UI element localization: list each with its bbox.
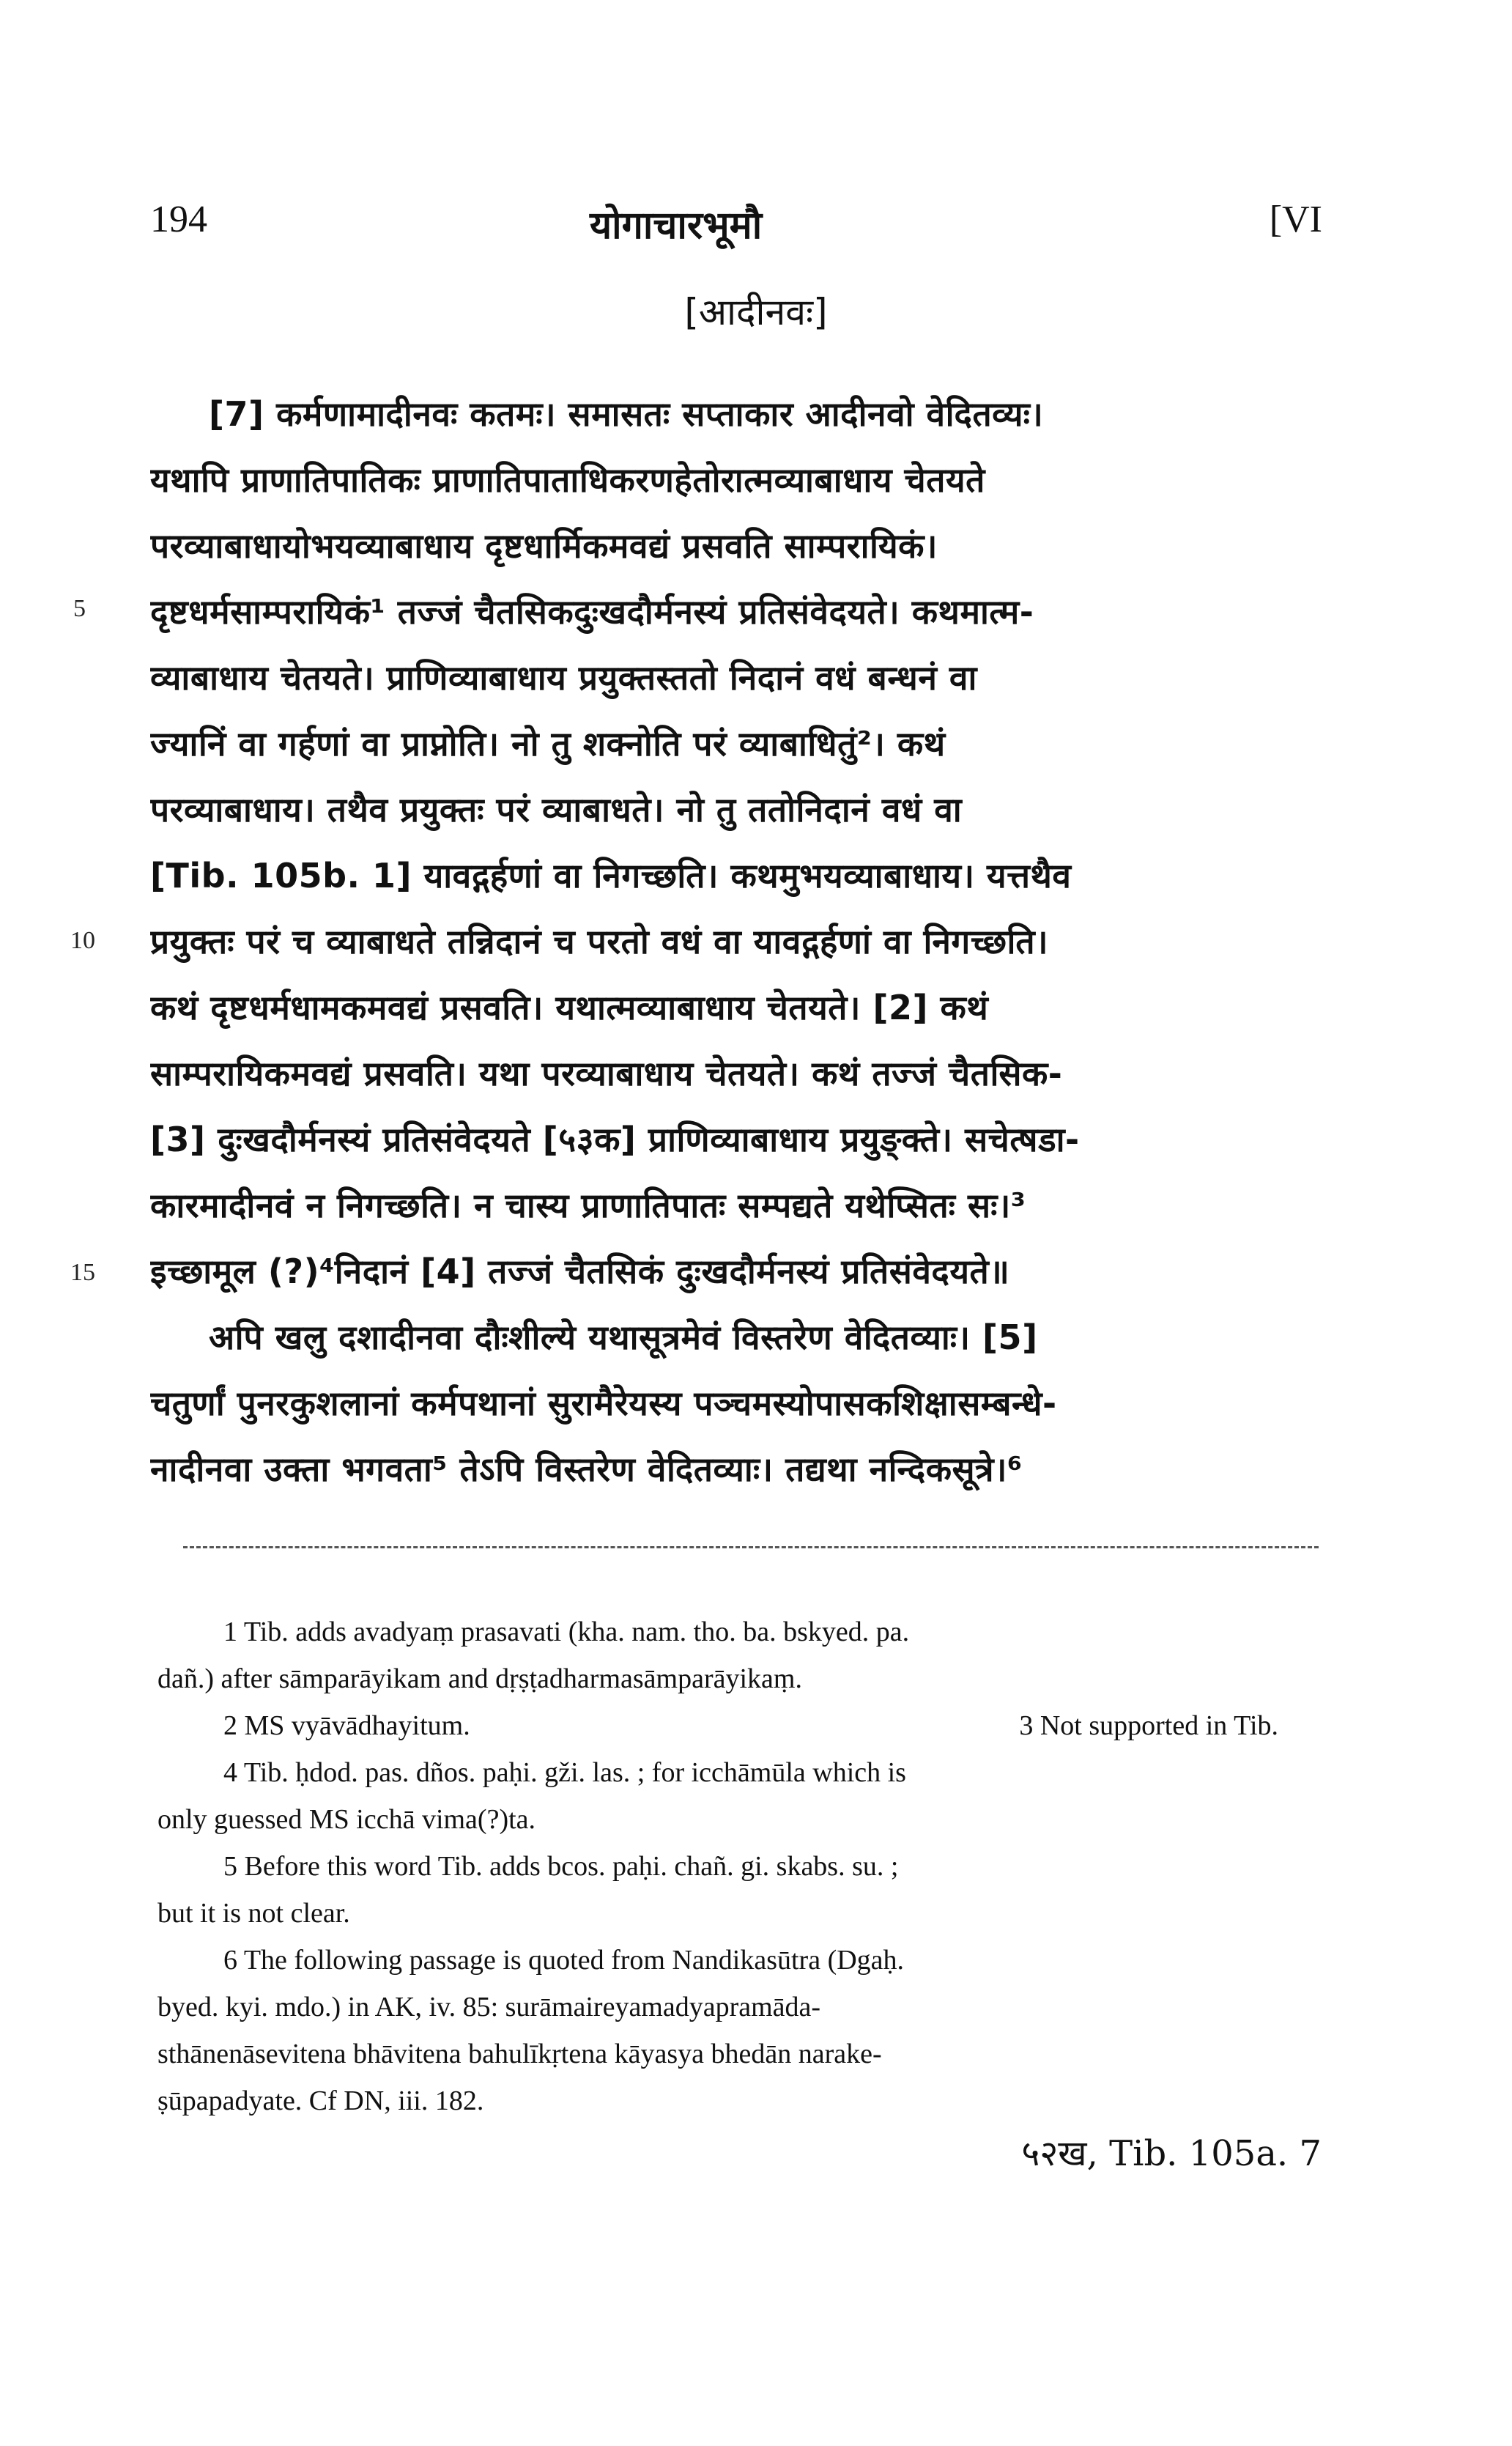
- text-line: नादीनवा उक्ता भगवता⁵ तेऽपि विस्तरेण वेदितव्याः। तद्यथा नन्दिकसूत्रे।⁶: [150, 1449, 1023, 1489]
- footnote-line: 6 The following passage is quoted from Nandikasūtra (Dgaḥ.: [223, 1945, 905, 1976]
- text-line: परव्याबाधाय। तथैव प्रयुक्तः परं व्याबाधते। नो तु ततोनिदानं वधं वा: [150, 790, 963, 830]
- text-line: ज्यानिं वा गर्हणां वा प्राप्नोति। नो तु शक्नोति परं व्याबाधितुं²। कथं: [150, 724, 946, 764]
- text-line: [Tib. 105b. 1] यावद्गर्हणां वा निगच्छति। कथमुभयव्याबाधाय। यत्तथैव: [150, 856, 1072, 895]
- text-line: कारमादीनवं न निगच्छति। न चास्य प्राणातिपातः सम्पद्यते यथेप्सितः सः।³: [150, 1186, 1026, 1225]
- footnote-3: 3 Not supported in Tib.: [1019, 1710, 1278, 1741]
- text-line: अपि खलु दशादीनवा दौःशील्ये यथासूत्रमेवं विस्तरेण वेदितव्याः। [5]: [209, 1318, 1038, 1357]
- text-line: साम्परायिकमवद्यं प्रसवति। यथा परव्याबाधाय चेतयते। कथं तज्जं चैतसिक-: [150, 1054, 1063, 1093]
- text-line: परव्याबाधायोभयव्याबाधाय दृष्टधार्मिकमवद्यं प्रसवति साम्परायिकं।: [150, 526, 938, 566]
- text-line: [3] दुःखदौर्मनस्यं प्रतिसंवेदयते [५३क] प्राणिव्याबाधाय प्रयुङ्क्ते। सचेत्षडा-: [150, 1120, 1080, 1159]
- chapter-marker: [VI: [1269, 199, 1322, 240]
- text-line: दृष्टधर्मसाम्परायिकं¹ तज्जं चैतसिकदुःखदौर्मनस्यं प्रतिसंवेदयते। कथमात्म-: [150, 592, 1034, 632]
- section-heading: [आदीनवः]: [684, 291, 828, 333]
- text-line: इच्छामूल (?)⁴निदानं [4] तज्जं चैतसिकं दुःखदौर्मनस्यं प्रतिसंवेदयते॥: [150, 1252, 1010, 1291]
- text-line: [7] कर्मणामादीनवः कतमः। समासतः सप्ताकार आदीनवो वेदितव्यः।: [209, 394, 1044, 434]
- text-line: चतुर्णां पुनरकुशलानां कर्मपथानां सुरामैरेयस्य पञ्चमस्योपासकशिक्षासम्बन्धे-: [150, 1383, 1057, 1423]
- running-title: योगाचारभूमौ: [590, 204, 763, 248]
- page-number: 194: [150, 199, 207, 240]
- footnote-line: ṣūpapadyate. Cf DN, iii. 182.: [158, 2085, 484, 2116]
- footnote-divider: [183, 1546, 1319, 1548]
- text-line: व्याबाधाय चेतयते। प्राणिव्याबाधाय प्रयुक्तस्ततो निदानं वधं बन्धनं वा: [150, 658, 977, 698]
- text-line: यथापि प्राणातिपातिकः प्राणातिपाताधिकरणहेतोरात्मव्याबाधाय चेतयते: [150, 460, 985, 500]
- footnote-line: but it is not clear.: [158, 1898, 350, 1929]
- footnote-line: sthānenāsevitena bhāvitena bahulīkṛtena kāyasya bhedān narake-: [158, 2039, 882, 2069]
- folio-reference: ५२ख, Tib. 105a. 7: [1021, 2133, 1322, 2174]
- line-number: 5: [73, 595, 86, 622]
- footnote-line: 4 Tib. ḥdod. pas. dños. paḥi. gži. las. ; for icchāmūla which is: [223, 1757, 906, 1788]
- text-line: कथं दृष्टधर्मधामकमवद्यं प्रसवति। यथात्मव्याबाधाय चेतयते। [2] कथं: [150, 988, 989, 1027]
- footnote-line: 5 Before this word Tib. adds bcos. paḥi. chañ. gi. skabs. su. ;: [223, 1851, 899, 1882]
- footnote-line: byed. kyi. mdo.) in AK, iv. 85: surāmaireyamadyapramāda-: [158, 1992, 821, 2022]
- text-line: प्रयुक्तः परं च व्याबाधते तन्निदानं च परतो वधं वा यावद्गर्हणां वा निगच्छति।: [150, 922, 1049, 961]
- line-number: 15: [70, 1259, 95, 1286]
- footnote-line: dañ.) after sāmparāyikam and dṛṣṭadharmasāmparāyikaṃ.: [158, 1663, 802, 1694]
- page-header: [150, 198, 1322, 256]
- footnote-line: 1 Tib. adds avadyaṃ prasavati (kha. nam. tho. ba. bskyed. pa.: [223, 1616, 910, 1647]
- footnote-line: [158, 1702, 1322, 1749]
- footnotes: [158, 1608, 1322, 2124]
- footnote-2: 2 MS vyāvādhayitum.: [223, 1710, 470, 1741]
- footnote-line: only guessed MS icchā vima(?)ta.: [158, 1804, 536, 1835]
- main-text: [150, 381, 1322, 1502]
- line-number: 10: [70, 927, 95, 954]
